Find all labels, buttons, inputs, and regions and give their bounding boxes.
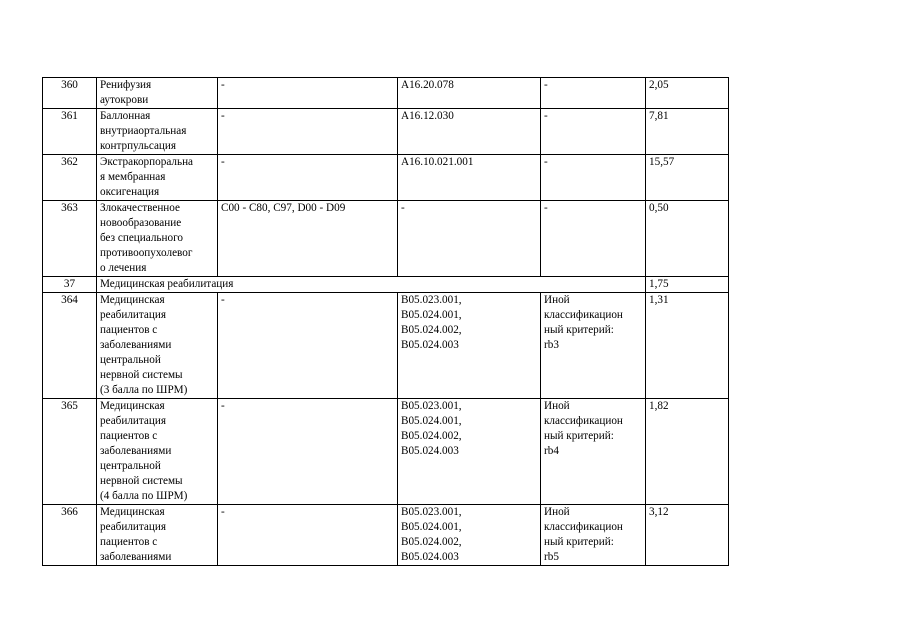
row-name: Медицинская реабилитация пациентов с заболеваниями: [97, 505, 218, 566]
row-diagnosis: -: [218, 399, 398, 505]
table-row: [43, 201, 729, 277]
row-coefficient: 0,50: [646, 201, 729, 277]
row-service: B05.023.001, B05.024.001, B05.024.002, B05.024.003: [398, 505, 541, 566]
table-row: [43, 78, 729, 109]
row-name: Медицинская реабилитация пациентов с заболеваниями центральной нервной системы (3 балла по ШРМ): [97, 293, 218, 399]
row-name: Медицинская реабилитация пациентов с заболеваниями центральной нервной системы (4 балла по ШРМ): [97, 399, 218, 505]
row-diagnosis: C00 - C80, C97, D00 - D09: [218, 201, 398, 277]
row-name: Экстракорпоральна я мембранная оксигенация: [97, 155, 218, 201]
tariff-table: [42, 77, 729, 566]
row-other-criteria: Иной классификацион ный критерий: rb4: [541, 399, 646, 505]
table-row: [43, 399, 729, 505]
row-service: -: [398, 201, 541, 277]
row-diagnosis: -: [218, 505, 398, 566]
row-other-criteria: Иной классификацион ный критерий: rb3: [541, 293, 646, 399]
row-coefficient: 1,82: [646, 399, 729, 505]
group-coefficient: 1,75: [646, 277, 729, 293]
row-service: B05.023.001, B05.024.001, B05.024.002, B05.024.003: [398, 293, 541, 399]
row-other-criteria: -: [541, 109, 646, 155]
row-number: 365: [43, 399, 97, 505]
row-coefficient: 1,31: [646, 293, 729, 399]
group-number: 37: [43, 277, 97, 293]
row-service: B05.023.001, B05.024.001, B05.024.002, B05.024.003: [398, 399, 541, 505]
table-row: [43, 293, 729, 399]
row-number: 366: [43, 505, 97, 566]
row-coefficient: 15,57: [646, 155, 729, 201]
row-number: 363: [43, 201, 97, 277]
row-diagnosis: -: [218, 155, 398, 201]
table-row: [43, 155, 729, 201]
row-diagnosis: -: [218, 293, 398, 399]
row-other-criteria: -: [541, 155, 646, 201]
table-row: [43, 505, 729, 566]
row-service: A16.20.078: [398, 78, 541, 109]
row-other-criteria: -: [541, 201, 646, 277]
row-coefficient: 7,81: [646, 109, 729, 155]
row-diagnosis: -: [218, 78, 398, 109]
table-row: [43, 109, 729, 155]
row-diagnosis: -: [218, 109, 398, 155]
row-service: A16.10.021.001: [398, 155, 541, 201]
row-number: 360: [43, 78, 97, 109]
group-name: Медицинская реабилитация: [97, 277, 646, 293]
row-coefficient: 3,12: [646, 505, 729, 566]
row-other-criteria: Иной классификацион ный критерий: rb5: [541, 505, 646, 566]
row-service: A16.12.030: [398, 109, 541, 155]
row-number: 361: [43, 109, 97, 155]
row-name: Злокачественное новообразование без специального противоопухолевог о лечения: [97, 201, 218, 277]
row-number: 362: [43, 155, 97, 201]
row-number: 364: [43, 293, 97, 399]
row-name: Ренифузия аутокрови: [97, 78, 218, 109]
group-row: [43, 277, 729, 293]
row-other-criteria: -: [541, 78, 646, 109]
row-name: Баллонная внутриаортальная контрпульсация: [97, 109, 218, 155]
row-coefficient: 2,05: [646, 78, 729, 109]
